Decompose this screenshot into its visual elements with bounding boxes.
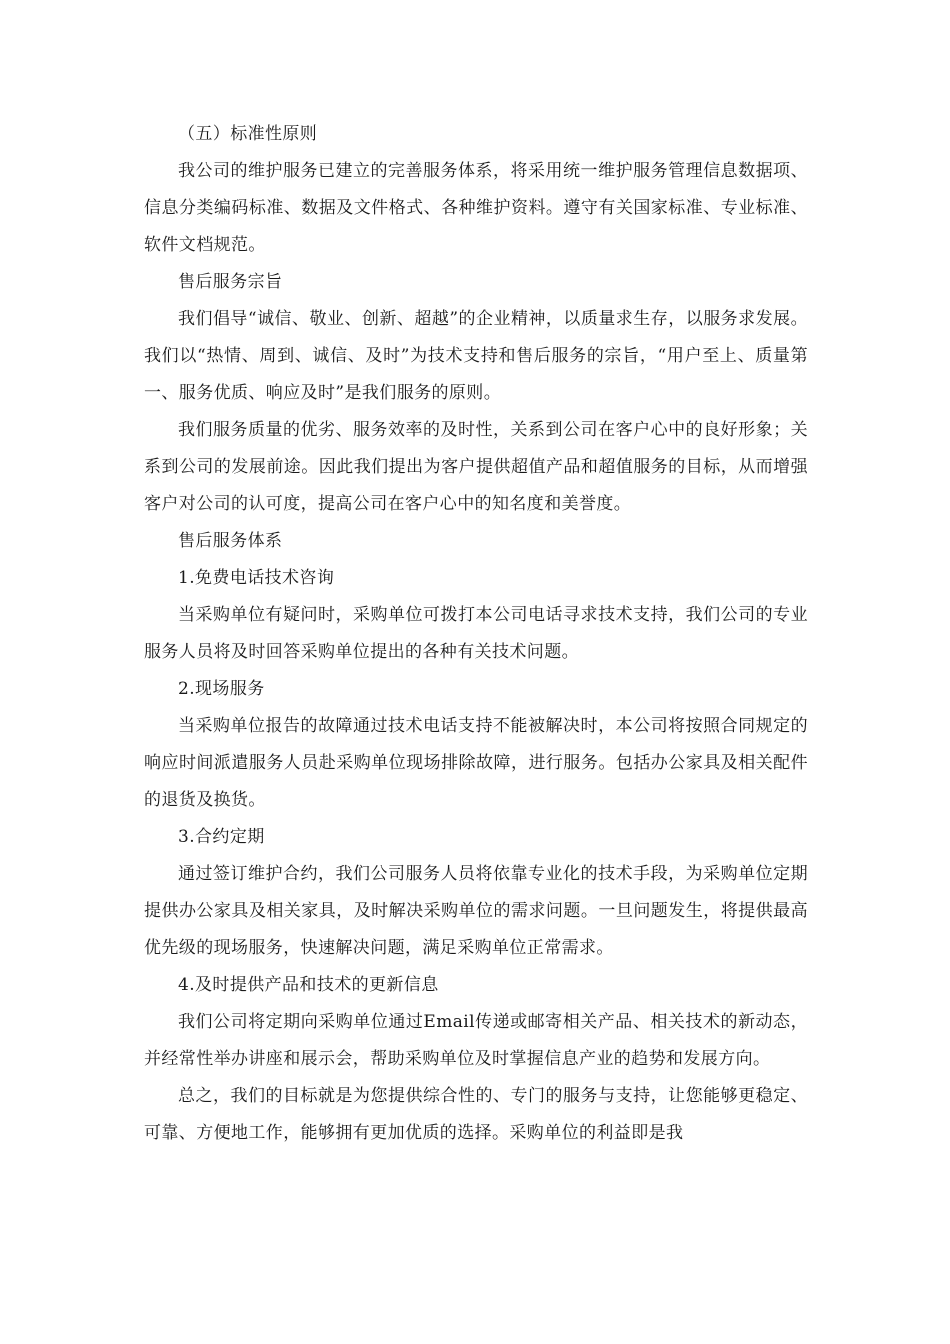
item-heading-contract: 3.合约定期 xyxy=(178,827,265,847)
section-heading-service-purpose: 售后服务宗旨 xyxy=(178,272,283,292)
section-heading-standard-principle: （五）标准性原则 xyxy=(178,124,318,144)
paragraph-service-spirit: 我们倡导“诚信、敬业、创新、超越”的企业精神，以质量求生存，以服务求发展。我们以“热情、周到、诚信、及时”为技术支持和售后服务的宗旨，“用户至上、质量第一、服务优质、响应及时”是我们服务的原则。 xyxy=(144,309,808,403)
paragraph-phone-support: 当采购单位有疑问时，采购单位可拨打本公司电话寻求技术支持，我们公司的专业服务人员将及时回答采购单位提出的各种有关技术问题。 xyxy=(144,605,808,662)
paragraph-onsite-service: 当采购单位报告的故障通过技术电话支持不能被解决时，本公司将按照合同规定的响应时间派遣服务人员赴采购单位现场排除故障，进行服务。包括办公家具及相关配件的退货及换货。 xyxy=(144,716,808,810)
item-heading-phone-support: 1.免费电话技术咨询 xyxy=(178,568,335,588)
paragraph-standard-principle: 我公司的维护服务已建立的完善服务体系，将采用统一维护服务管理信息数据项、信息分类编码标准、数据及文件格式、各种维护资料。遵守有关国家标准、专业标准、软件文档规范。 xyxy=(144,161,808,255)
item-heading-onsite-service: 2.现场服务 xyxy=(178,679,265,699)
item-heading-update-info: 4.及时提供产品和技术的更新信息 xyxy=(178,975,439,995)
paragraph-service-quality: 我们服务质量的优劣、服务效率的及时性，关系到公司在客户心中的良好形象；关系到公司的发展前途。因此我们提出为客户提供超值产品和超值服务的目标，从而增强客户对公司的认可度，提高公司在客户心中的知名度和美誉度。 xyxy=(144,420,808,514)
paragraph-summary: 总之，我们的目标就是为您提供综合性的、专门的服务与支持，让您能够更稳定、可靠、方便地工作，能够拥有更加优质的选择。采购单位的利益即是我 xyxy=(144,1086,808,1143)
section-heading-service-system: 售后服务体系 xyxy=(178,531,283,551)
paragraph-contract: 通过签订维护合约，我们公司服务人员将依靠专业化的技术手段，为采购单位定期提供办公家具及相关家具，及时解决采购单位的需求问题。一旦问题发生，将提供最高优先级的现场服务，快速解决问题，满足采购单位正常需求。 xyxy=(144,864,808,958)
paragraph-update-info: 我们公司将定期向采购单位通过Email传递或邮寄相关产品、相关技术的新动态，并经常性举办讲座和展示会，帮助采购单位及时掌握信息产业的趋势和发展方向。 xyxy=(144,1012,808,1069)
document-body xyxy=(144,116,808,1152)
